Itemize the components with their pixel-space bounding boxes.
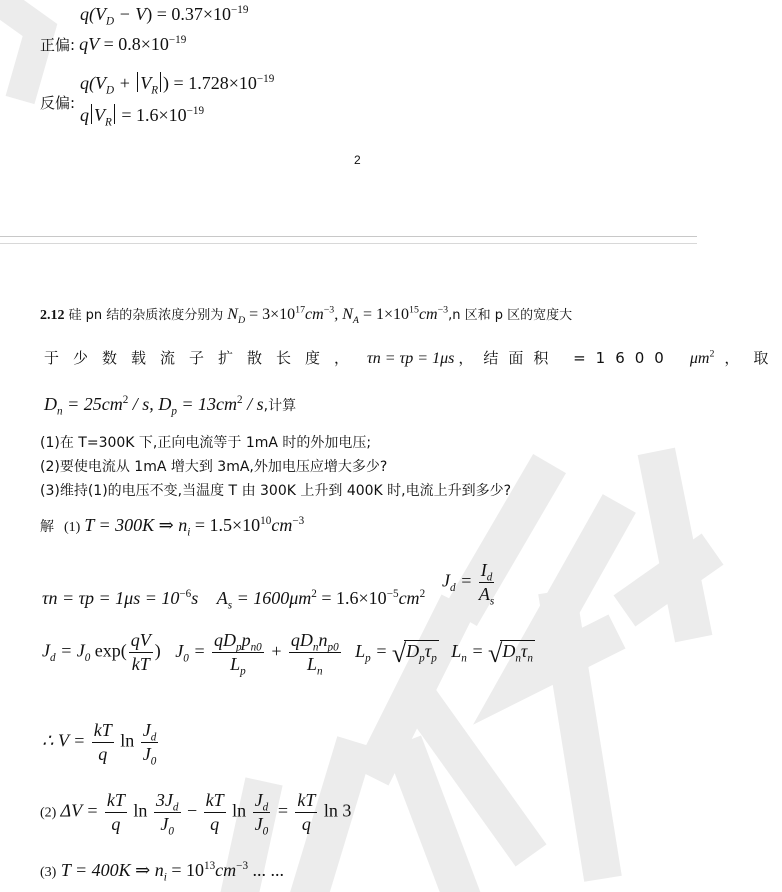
watermark-stroke	[410, 760, 460, 892]
watermark-stroke	[420, 700, 520, 840]
page-number: 2	[354, 153, 361, 167]
problem-line-1: 2.12 硅 pn 结的杂质浓度分别为 $N_D = 3\times 10^{17}cm^{-3}$, $N_A = 1\times 10^{15}cm^{-3},n$ 区和 p 区的宽度大	[40, 304, 573, 327]
forward-bias-label: 正偏:	[40, 36, 76, 54]
watermark-stroke	[660, 470, 690, 620]
page-divider-shadow	[0, 243, 697, 244]
problem-line-2: 于少数载流子扩散长度， τn = τp = 1μs ，结面积 =1600 $\mu m^2$ ，取	[44, 348, 782, 367]
reverse-bias-eq2: q $V_R = 1.6\times 10^{-19}$	[80, 104, 205, 129]
tau-area-line: $\tau n = \tau p = 1\mu s = 10^{-6}s$ $A_s = 1600\mu m^2 = 1.6\times 10^{-5}cm^2$	[42, 588, 426, 612]
forward-bias-eq: qV = $0.8\times 10^{-19}$	[79, 34, 187, 54]
watermark-stroke	[560, 610, 600, 860]
reverse-bias-label: 反偏:	[40, 94, 76, 112]
solution-part2: (2) ΔV = $\frac{kT}{q}$ ln $\frac{3J_d}{J_0}$ − $\frac{kT}{q}$ ln $\frac{J_d}{J_0}$ = $\frac{kT}{q}$ ln 3	[40, 790, 352, 838]
solution-part3: (3) T = 400K ⇒ $n_i = 10^{13}cm^{-3}$ ... ...	[40, 860, 285, 884]
jd-definition: $J_d$ = $\frac{I_d}{A_s}$	[442, 560, 495, 608]
voltage-formula: ∴ V = $\frac{kT}{q}$ ln $\frac{J_d}{J_0}$	[42, 720, 157, 768]
problem-line-3: $D_n = 25cm^2 / s$, $D_p = 13cm^2 / s$,计算	[44, 394, 297, 418]
question-3: (3)维持(1)的电压不变,当温度 T 由 300K 上升到 400K 时,电流上升到多少?	[40, 483, 512, 499]
reverse-bias-eq1: $q(V_D + V_R$ ) = $1.728\times 10^{-19}$	[80, 72, 275, 97]
forward-bias-line	[40, 34, 186, 55]
question-2: (2)要使电流从 1mA 增大到 3mA,外加电压应增大多少?	[40, 459, 388, 475]
eq-q-vd-minus-v: $q(V_D - V) = 0.37\times 10^{-19}$	[80, 4, 249, 28]
solution-part1: 解 (1) T = 300K ⇒ $n_i = 1.5\times 10^{10}cm^{-3}$	[40, 515, 305, 539]
question-1: (1)在 T=300K 下,正向电流等于 1mA 时的外加电压;	[40, 435, 372, 451]
problem-number: 2.12	[40, 308, 65, 323]
watermark-stroke	[640, 560, 697, 600]
current-density-line: $J_d = J_0$ exp( $\frac{qV}{kT}$ ) $J_0$ = $\frac{qD_pp_{n0}}{L_p}$ + $\frac{qD_nn_{p0}}{L_n}$ $L_p = √D_p\tau_p$ $L_n = √D_n\tau_n$	[42, 630, 533, 678]
page-divider	[0, 236, 697, 237]
